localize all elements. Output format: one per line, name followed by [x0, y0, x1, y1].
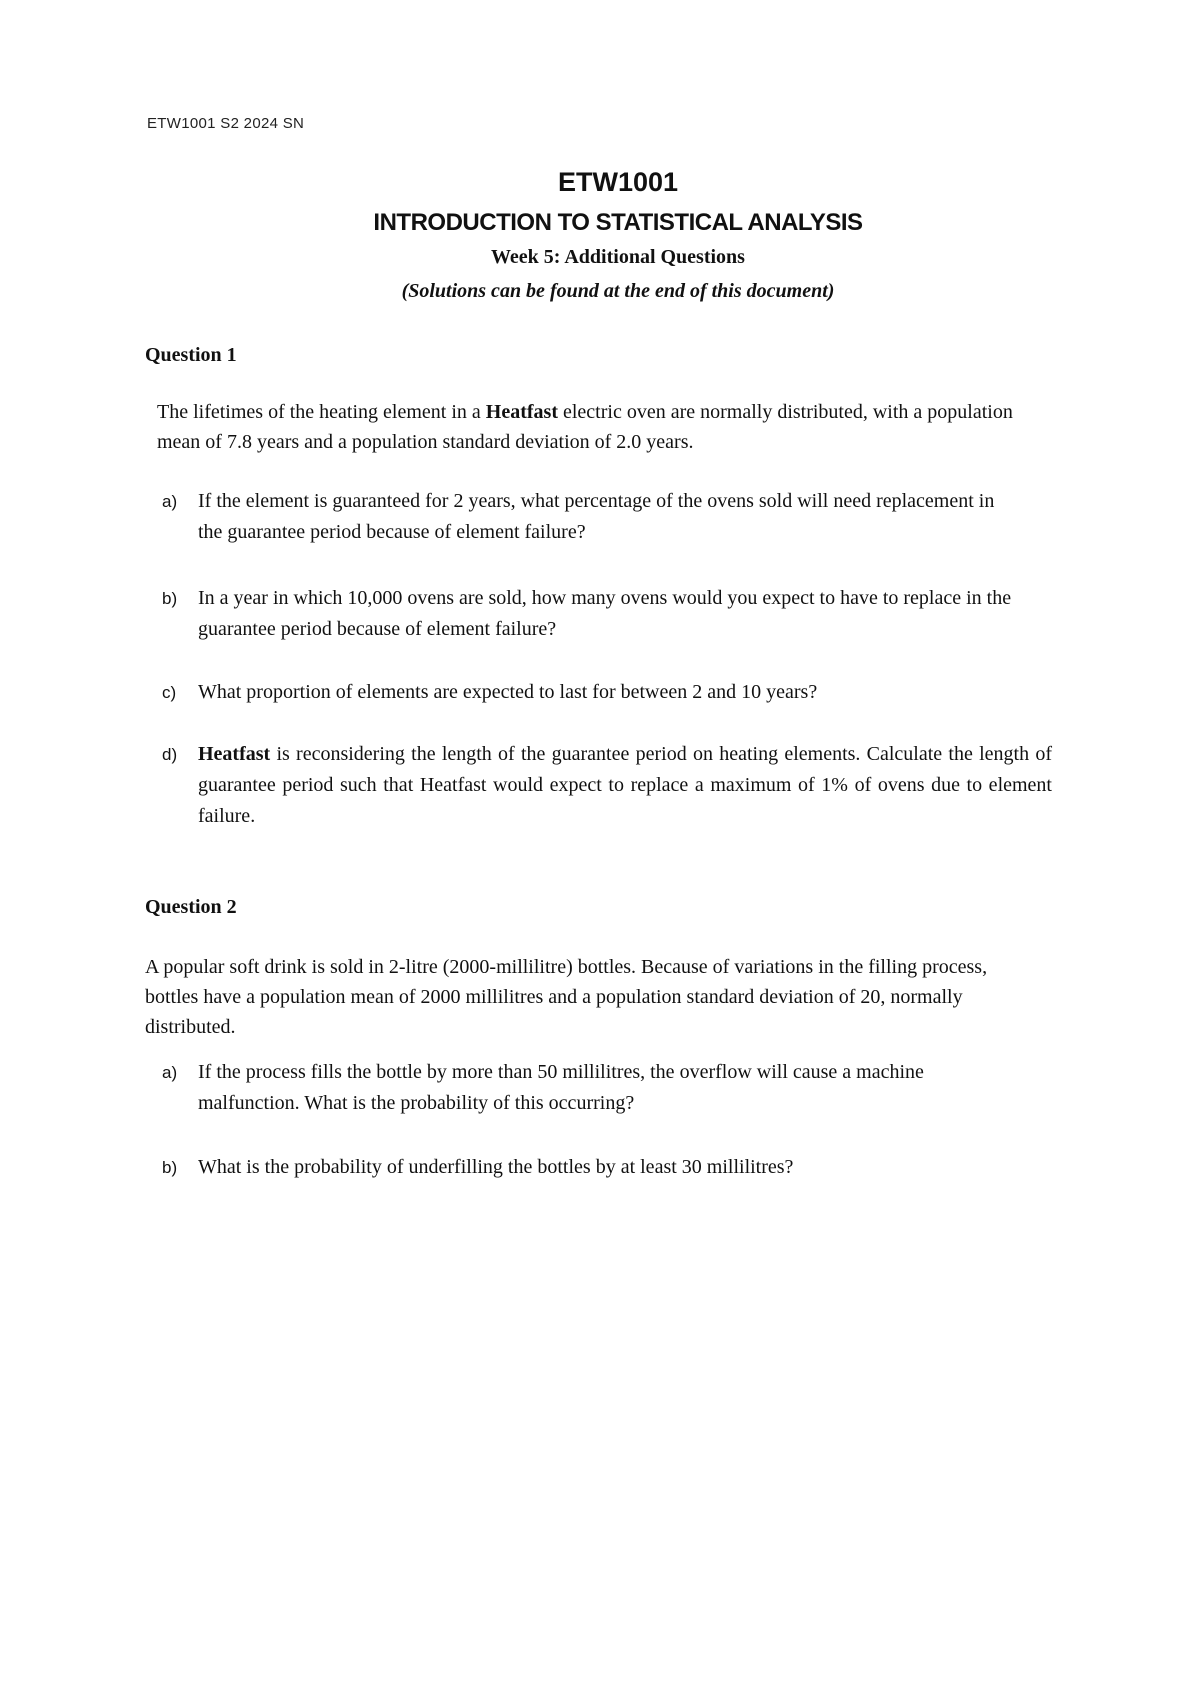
- part-text: What is the probability of underfilling the bottles by at least 30 millilitres?: [198, 1156, 794, 1178]
- question-1-part-a: [162, 486, 1012, 548]
- part-text: If the element is guaranteed for 2 years, what percentage of the ovens sold will need replacement in the guarantee period because of element failure?: [198, 490, 995, 543]
- course-title: INTRODUCTION TO STATISTICAL ANALYSIS: [373, 209, 863, 236]
- question-1-part-c: [162, 677, 1052, 708]
- solutions-note: (Solutions can be found at the end of this document): [401, 280, 835, 302]
- question-2-part-a: [162, 1057, 1012, 1119]
- part-label: a): [162, 1063, 178, 1082]
- week-heading: Week 5: Additional Questions: [491, 246, 745, 268]
- running-header: ETW1001 S2 2024 SN: [147, 115, 305, 132]
- course-code: ETW1001: [557, 167, 679, 197]
- part-text-bold: Heatfast: [198, 743, 271, 765]
- title-block: [0, 166, 1200, 304]
- question-1-part-d: [162, 739, 1052, 832]
- question-1-intro-bold: Heatfast: [485, 401, 558, 423]
- question-1-intro: [157, 397, 1037, 457]
- question-1-intro-after: electric oven are normally distributed, with a population mean of 7.8 years and a population standard deviation of 2.0 years.: [157, 401, 1013, 453]
- part-text: What proportion of elements are expected to last for between 2 and 10 years?: [198, 681, 818, 703]
- part-label: b): [162, 1158, 178, 1177]
- part-text: If the process fills the bottle by more than 50 millilitres, the overflow will cause a machine malfunction. What is the probability of this occurring?: [198, 1061, 924, 1114]
- part-text: In a year in which 10,000 ovens are sold, how many ovens would you expect to have to replace in the guarantee period because of element failure?: [198, 587, 1012, 640]
- part-text: is reconsidering the length of the guarantee period on heating elements. Calculate the length of guarantee period such that Heatfast would expect to replace a maximum of 1% of ovens due to element failure.: [198, 743, 1052, 827]
- question-1-part-b: [162, 583, 1012, 645]
- part-label: c): [162, 683, 177, 702]
- part-label: a): [162, 492, 178, 511]
- question-2-part-b: [162, 1152, 1052, 1183]
- question-1-heading: Question 1: [145, 344, 237, 366]
- part-label: b): [162, 589, 178, 608]
- question-1-intro-before: The lifetimes of the heating element in a: [157, 401, 486, 423]
- question-2-heading: Question 2: [145, 896, 237, 918]
- part-text-wrap: [198, 739, 1052, 832]
- part-label: d): [162, 745, 178, 764]
- question-2-intro: A popular soft drink is sold in 2-litre (2000-millilitre) bottles. Because of variations in the filling process, bottles have a population mean of 2000 millilitres and a population standard deviation of 20, normally distributed.: [145, 956, 988, 1038]
